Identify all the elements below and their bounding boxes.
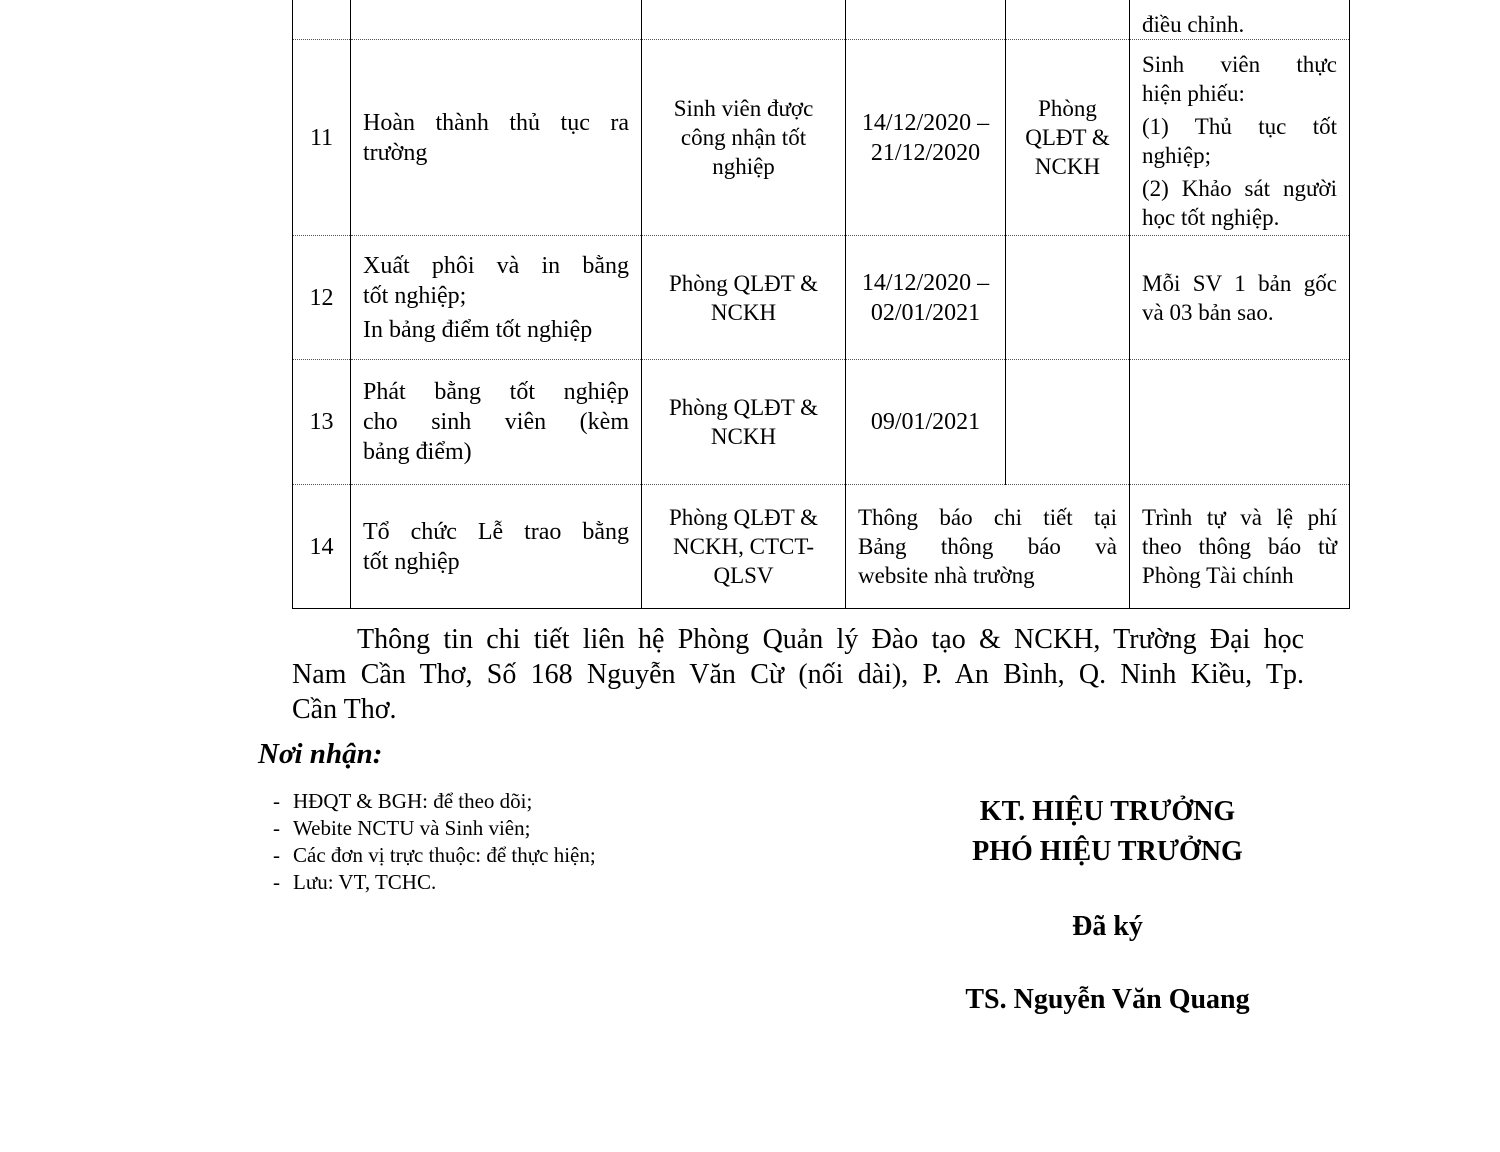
time-line: 02/01/2021	[870, 299, 981, 326]
table-cell-executor	[642, 236, 846, 360]
task-line: bảng điểm)	[363, 439, 472, 465]
task-line: trường	[363, 139, 428, 166]
time-line: 14/12/2020 –	[861, 269, 990, 296]
signer-title-line2: PHÓ HIỆU TRƯỞNG	[972, 836, 1243, 867]
task-line: Xuất phôi và in bằng	[363, 252, 629, 279]
note-line: Sinh viên thực	[1142, 51, 1337, 77]
contact-line: Cần Thơ.	[292, 694, 397, 725]
executor-line: Phòng QLĐT &	[668, 505, 819, 530]
note-line: Mỗi SV 1 bản gốc	[1142, 270, 1337, 296]
schedule-table	[292, 0, 1350, 609]
table-cell-executor	[642, 485, 846, 609]
task-line: In bảng điểm tốt nghiệp	[363, 316, 593, 343]
table-cell-executor	[642, 40, 846, 236]
note-line: học tốt nghiệp.	[1142, 204, 1280, 230]
table-cell-coordinator	[1006, 0, 1130, 40]
task-line: tốt nghiệp	[363, 548, 460, 575]
recipients-title: Nơi nhận:	[258, 738, 383, 770]
time-coord-line: Thông báo chi tiết tại	[858, 505, 1117, 530]
executor-line: NCKH, CTCT-	[673, 534, 814, 559]
table-cell-stt: 12	[293, 236, 351, 360]
table-cell-time-coordinator	[846, 485, 1130, 609]
contact-line: Thông tin chi tiết liên hệ Phòng Quản lý Đào tạo & NCKH, Trường Đại học	[357, 624, 1304, 655]
executor-line: NCKH	[710, 299, 777, 325]
table-cell-stt	[293, 0, 351, 40]
time-line: 09/01/2021	[870, 409, 981, 435]
table-cell-note	[1130, 360, 1350, 485]
table-row	[293, 40, 1350, 236]
task-line: tốt nghiệp;	[363, 282, 467, 309]
table-row	[293, 360, 1350, 485]
table-cell-note	[1130, 0, 1350, 40]
executor-line: Phòng QLĐT &	[668, 270, 819, 296]
coordinator-line: NCKH	[1034, 154, 1101, 179]
table-cell-executor	[642, 0, 846, 40]
table-cell-stt: 11	[293, 40, 351, 236]
table-cell-task	[351, 360, 642, 485]
note-line: và 03 bản sao.	[1142, 299, 1274, 325]
table-cell-note	[1130, 40, 1350, 236]
executor-line: nghiệp	[712, 154, 775, 179]
contact-line: Nam Cần Thơ, Số 168 Nguyễn Văn Cừ (nối dài), P. An Bình, Q. Ninh Kiều, Tp.	[292, 659, 1304, 690]
table-cell-note	[1130, 485, 1350, 609]
table-cell-task	[351, 0, 642, 40]
note-line: hiện phiếu:	[1142, 80, 1245, 106]
signed-status: Đã ký	[1072, 911, 1143, 942]
contact-paragraph	[292, 622, 1304, 727]
time-coord-line: Bảng thông báo và	[858, 534, 1117, 559]
list-item: - Lưu: VT, TCHC.	[273, 869, 596, 896]
table-cell-time	[846, 360, 1006, 485]
table-row	[293, 236, 1350, 360]
table-cell-task	[351, 485, 642, 609]
table-row	[293, 0, 1350, 40]
executor-line: Phòng QLĐT &	[668, 395, 819, 420]
table-cell-time	[846, 236, 1006, 360]
table-row	[293, 485, 1350, 609]
note-line: điều chỉnh.	[1142, 12, 1245, 37]
coordinator-line: QLĐT &	[1025, 125, 1110, 150]
table-cell-coordinator	[1006, 40, 1130, 236]
table-cell-coordinator	[1006, 360, 1130, 485]
list-item: - Các đơn vị trực thuộc: để thực hiện;	[273, 842, 596, 869]
time-coord-line: website nhà trường	[858, 563, 1035, 588]
task-line: Phát bằng tốt nghiệp	[363, 379, 629, 405]
table-cell-time	[846, 40, 1006, 236]
table-cell-task	[351, 40, 642, 236]
task-line: Hoàn thành thủ tục ra	[363, 109, 629, 136]
signer-name: TS. Nguyễn Văn Quang	[965, 984, 1250, 1015]
recipients-list	[273, 788, 596, 896]
table-cell-time	[846, 0, 1006, 40]
task-line: cho sinh viên (kèm	[363, 409, 629, 435]
coordinator-line: Phòng	[1038, 96, 1097, 121]
table-cell-stt: 14	[293, 485, 351, 609]
note-line: (2) Khảo sát người	[1142, 175, 1337, 201]
task-line: Tổ chức Lễ trao bằng	[363, 518, 629, 545]
list-item: - Webite NCTU và Sinh viên;	[273, 815, 596, 842]
table-cell-executor	[642, 360, 846, 485]
table-cell-note	[1130, 236, 1350, 360]
time-line: 14/12/2020 –	[861, 109, 990, 136]
table-cell-task	[351, 236, 642, 360]
table-cell-coordinator	[1006, 236, 1130, 360]
executor-line: QLSV	[713, 563, 774, 588]
executor-line: Sinh viên được	[673, 96, 814, 121]
note-line: Phòng Tài chính	[1142, 563, 1294, 588]
note-line: theo thông báo từ	[1142, 534, 1337, 559]
executor-line: công nhận tốt	[680, 125, 807, 150]
note-line: Trình tự và lệ phí	[1142, 505, 1337, 530]
table-cell-stt: 13	[293, 360, 351, 485]
executor-line: NCKH	[710, 424, 777, 449]
note-line: (1) Thủ tục tốt	[1142, 113, 1337, 139]
time-line: 21/12/2020	[870, 139, 981, 166]
list-item: - HĐQT & BGH: để theo dõi;	[273, 788, 596, 815]
note-line: nghiệp;	[1142, 142, 1211, 168]
signer-title-line1: KT. HIỆU TRƯỞNG	[979, 796, 1236, 827]
